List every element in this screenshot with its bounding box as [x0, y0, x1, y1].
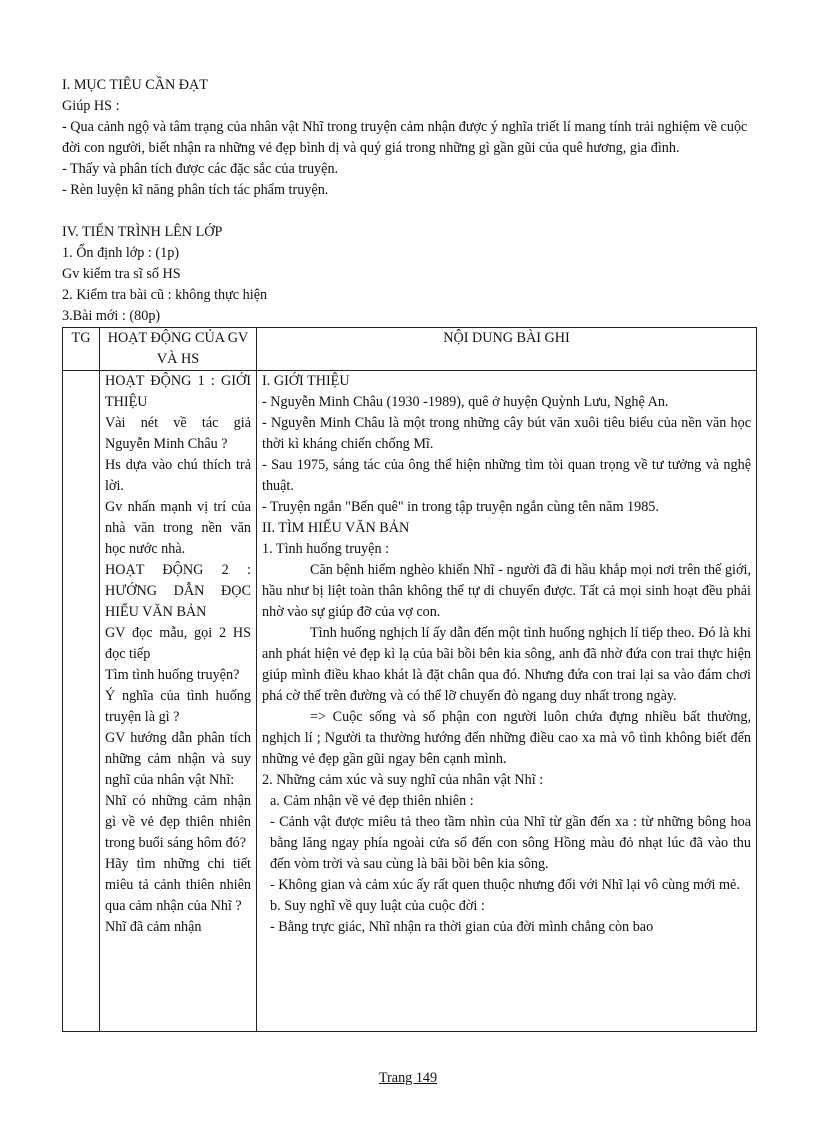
activity-heading: HOẠT ĐỘNG 2 : HƯỚNG DẪN ĐỌC HIỂU VĂN BẢN — [105, 562, 251, 620]
page-number: Trang 149 — [378, 1070, 438, 1086]
activities-cell — [100, 371, 257, 1032]
header-activities: HOẠT ĐỘNG CỦA GV VÀ HS — [100, 328, 257, 371]
header-time: TG — [63, 328, 100, 371]
lesson-table — [62, 327, 757, 1032]
activity-item: Hs dựa vào chú thích trả lời. — [105, 457, 251, 494]
activity-item: Hãy tìm những chi tiết miêu tả cảnh thiên nhiên qua cảm nhận của Nhĩ ? — [105, 856, 251, 914]
header-content: NỘI DUNG BÀI GHI — [257, 328, 757, 371]
activity-item: GV hướng dẫn phân tích những cảm nhận và suy nghĩ của nhân vật Nhĩ: — [105, 730, 251, 788]
content-cell — [257, 371, 757, 1032]
activity-item: Vài nét về tác giả Nguyễn Minh Châu ? — [105, 415, 251, 452]
content-paragraph: => Cuộc sống và số phận con người luôn chứa đựng nhiều bất thường, nghịch lí ; Người ta thường hướng đến những điều cao xa mà vô tình không biết đến những vẻ đẹp gần gũi ngay bên cạnh mình. — [262, 709, 751, 767]
section-title: II. TÌM HIỂU VĂN BẢN — [262, 520, 410, 536]
activity-item: Nhĩ có những cảm nhận gì về vẻ đẹp thiên nhiên trong buổi sáng hôm đó? — [105, 793, 251, 851]
content-paragraph: - Bằng trực giác, Nhĩ nhận ra thời gian của đời mình chẳng còn bao — [270, 919, 654, 935]
activity-heading: HOẠT ĐỘNG 1 : GIỚI THIỆU — [105, 373, 251, 410]
subsection-title: b. Suy nghĩ về quy luật của cuộc đời : — [270, 898, 485, 914]
content-item: - Nguyễn Minh Châu (1930 -1989), quê ở huyện Quỳnh Lưu, Nghệ An. — [262, 394, 669, 410]
subsection-title: 2. Những cảm xúc và suy nghĩ của nhân vật Nhĩ : — [262, 772, 544, 788]
procedure-heading: IV. TIẾN TRÌNH LÊN LỚP — [62, 224, 223, 240]
procedure-step: Gv kiểm tra sĩ số HS — [62, 266, 181, 282]
activity-item: Tìm tình huống truyện? — [105, 667, 240, 683]
subsection-title: a. Cảm nhận về vẻ đẹp thiên nhiên : — [270, 793, 474, 809]
document-page — [62, 75, 757, 1032]
procedure-step: 3.Bài mới : (80p) — [62, 308, 161, 324]
subsection-title: 1. Tình huống truyện : — [262, 541, 390, 557]
content-item: - Sau 1975, sáng tác của ông thể hiện những tìm tòi quan trọng về tư tưởng và nghệ thuật. — [262, 457, 751, 494]
activity-item: Ý nghĩa của tình huống truyện là gì ? — [105, 688, 251, 725]
table-row — [63, 371, 757, 1032]
content-item: - Nguyễn Minh Châu là một trong những cây bút văn xuôi tiêu biểu của nền văn học thời kì kháng chiến chống Mĩ. — [262, 415, 751, 452]
content-paragraph: - Không gian và cảm xúc ấy rất quen thuộc nhưng đối với Nhĩ lại vô cùng mới mẻ. — [270, 877, 740, 893]
objective-item: - Thấy và phân tích được các đặc sắc của truyện. — [62, 161, 339, 177]
content-paragraph: - Cảnh vật được miêu tả theo tầm nhìn của Nhĩ từ gần đến xa : từ những bông hoa bằng lăng ngay phía ngoài cửa sổ đến con sông Hồng màu đỏ nhạt lúc đã vào thu đến vòm trời và sau cùng là bãi bồi bên kia sông. — [270, 814, 751, 872]
section-title: I. GIỚI THIỆU — [262, 373, 350, 389]
table-header-row — [63, 328, 757, 371]
content-paragraph: Tình huống nghịch lí ấy dẫn đến một tình huống nghịch lí tiếp theo. Đó là khi anh phát hiện vẻ đẹp kì lạ của bãi bồi bên kia sông, anh đã nhờ đứa con trai thực hiện giúp mình điều khao khát là đặt chân qua đó. Nhưng đứa con trai lại sa vào đám chơi phá cờ thế trên đường và có thể lỡ chuyến đò ngang duy nhất trong ngày. — [262, 625, 751, 704]
procedure-step: 2. Kiểm tra bài cũ : không thực hiện — [62, 287, 268, 303]
objectives-heading: I. MỤC TIÊU CẦN ĐẠT — [62, 77, 208, 93]
activity-item: Gv nhấn mạnh vị trí của nhà văn trong nền văn học nước nhà. — [105, 499, 251, 557]
procedure-step: 1. Ổn định lớp : (1p) — [62, 245, 180, 261]
objective-item: - Qua cảnh ngộ và tâm trạng của nhân vật Nhĩ trong truyện cảm nhận được ý nghĩa triết lí mang tính trải nghiệm về cuộc đời con người, biết nhận ra những vẻ đẹp bình dị và quý giá trong những gì gần gũi của quê hương, gia đình. — [62, 119, 748, 156]
activity-item: Nhĩ đã cảm nhận — [105, 919, 202, 935]
activity-item: GV đọc mẫu, gọi 2 HS đọc tiếp — [105, 625, 251, 662]
content-paragraph: Căn bệnh hiểm nghèo khiến Nhĩ - người đã đi hầu khắp mọi nơi trên thế giới, hầu như bị liệt toàn thân không thể tự di chuyển được. Tất cả mọi sinh hoạt đều phải nhờ vào sự giúp đỡ của vợ con. — [262, 562, 751, 620]
objective-item: - Rèn luyện kĩ năng phân tích tác phẩm truyện. — [62, 182, 329, 198]
content-item: - Truyện ngắn "Bến quê" in trong tập truyện ngắn cùng tên năm 1985. — [262, 499, 659, 515]
objectives-intro: Giúp HS : — [62, 98, 120, 114]
time-cell — [63, 371, 100, 1032]
